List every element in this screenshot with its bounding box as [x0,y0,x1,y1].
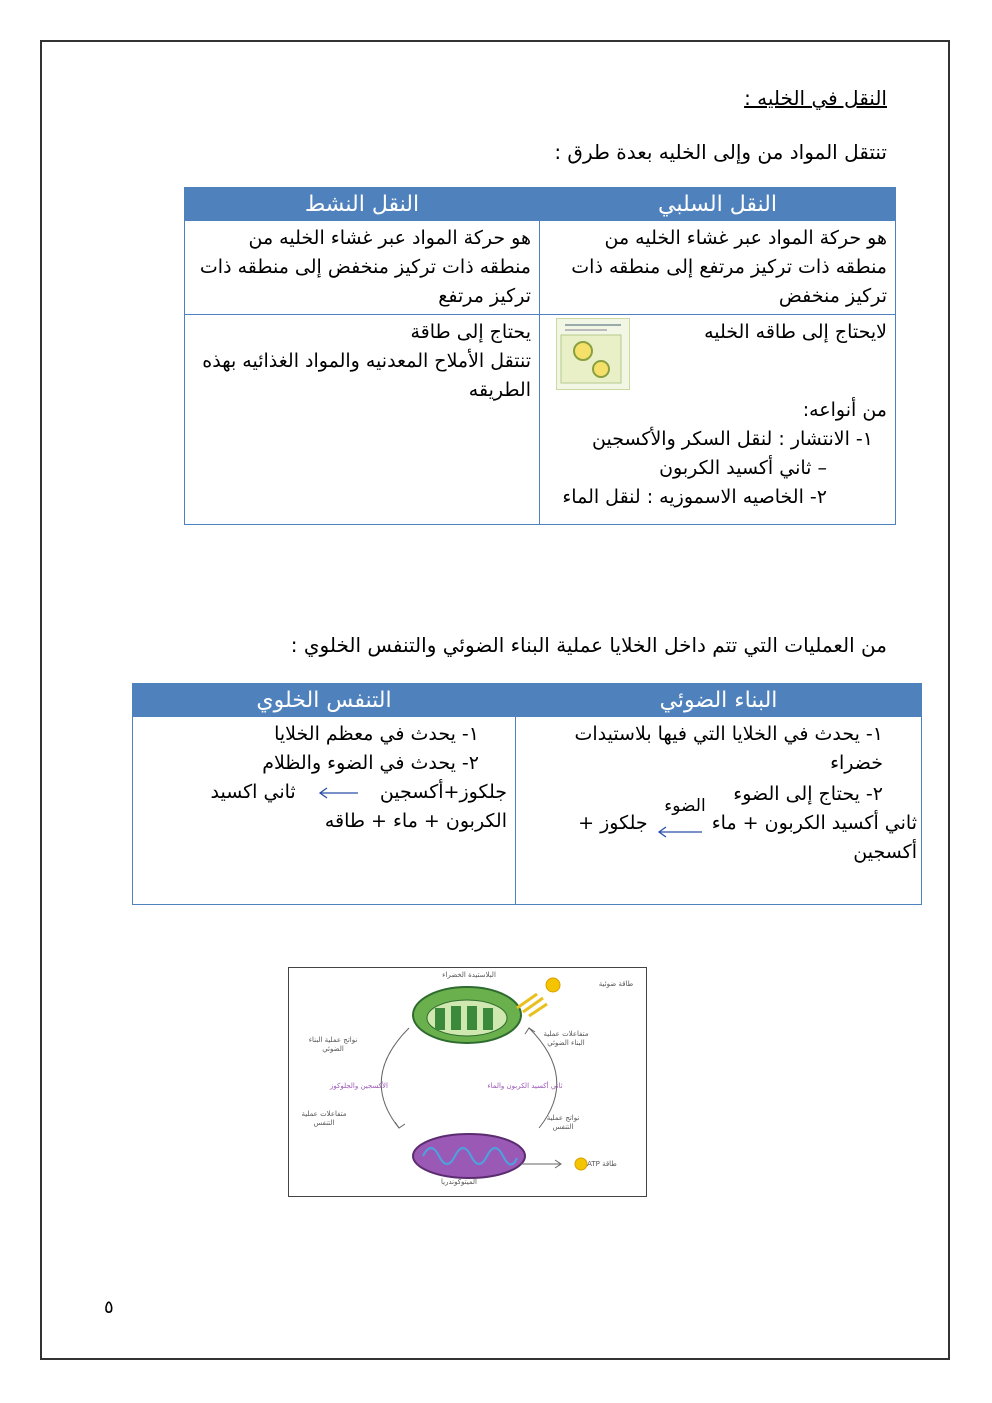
diagram-o2-glucose: الأكسجين والجلوكوز [330,1082,388,1090]
active-note: تنتقل الأملاح المعدنيه والمواد الغذائيه بهذه الطريقه [202,350,531,401]
diagram-atp-energy: ATP طاقة [587,1160,617,1168]
passive-type-diffusion-cont: – ثاني أكسيد الكربون [659,457,827,479]
transport-intro: تنتقل المواد من وإلى الخليه بعدة طرق : [554,140,887,164]
resp-arrow-icon [316,787,360,799]
diagram-solar-energy: طاقة ضوئية [598,980,634,988]
diagram-photo-reactants: متفاعلات عملية البناء الضوئي [543,1030,589,1047]
active-definition: هو حركة المواد عبر غشاء الخليه من منطقه ذات تركيز منخفض إلى منطقه ذات تركيز مرتفع [185,221,540,315]
diagram-resp-products: نواتج عملية التنفس [546,1114,580,1131]
active-energy: يحتاج إلى طاقة [410,321,531,343]
mitochondria-shape [413,1134,525,1178]
col-resp-header: التنفس الخلوي [133,684,516,717]
photo-point-1: ١- يحدث في الخلايا التي فيها بلاستيدات خضراء [574,723,883,774]
photo-eq-end: أكسجين [853,841,917,863]
photosynthesis-cell [516,717,922,905]
col-passive-header: النقل السلبي [540,188,896,221]
resp-eq-products: ثاني اكسيد [210,781,296,803]
passive-energy: لايحتاج إلى طاقه الخليه [704,321,887,343]
active-details [185,315,540,525]
diagram-chloroplast: البلاستيدة الخضراء [442,971,496,979]
transport-table [184,187,896,525]
section-heading: النقل في الخليه : [744,86,887,110]
resp-eq-end: الكربون + ماء + طاقه [324,810,507,832]
passive-type-diffusion: ١- الانتشار : لنقل السكر والأكسجين [592,428,873,450]
light-arrow [654,795,706,834]
energy-cycle-diagram [288,967,647,1197]
photo-point-2: ٢- يحتاج إلى الضوء [733,783,883,805]
passive-type-osmosis: ٢- الخاصيه الاسموزيه : لنقل الماء [562,486,827,508]
col-active-header: النقل النشط [185,188,540,221]
diagram-resp-reactants: متفاعلات عملية التنفس [301,1110,347,1127]
resp-eq-reactants: جلكوز+أكسجين [379,781,507,803]
photo-equation [520,795,917,838]
diagram-mitochondria: الميتوكوندريا [441,1178,477,1186]
page-number: ٥ [104,1297,114,1318]
passive-details [540,315,896,525]
resp-point-1: ١- يحدث في معظم الخلايا [274,723,479,745]
processes-intro: من العمليات التي تتم داخل الخلايا عملية البناء الضوئي والتنفس الخلوي : [290,633,887,657]
photo-eq-products: جلكوز + [578,812,648,834]
passive-types-title: من أنواعه: [802,399,887,421]
passive-definition: هو حركة المواد عبر غشاء الخليه من منطقه ذات تركيز مرتفع إلى منطقه ذات تركيز منخفض [540,221,896,315]
light-label: الضوء [664,795,706,816]
diffusion-image [556,318,630,390]
resp-point-2: ٢- يحدث في الضوء والظلام [262,752,479,774]
respiration-cell [133,717,516,905]
diagram-photo-products: نواتج عملية البناء الضوئي [308,1036,358,1053]
diagram-co2-water: ثاني أكسيد الكربون والماء [487,1082,563,1090]
processes-table [132,683,922,905]
resp-equation [141,778,507,807]
photo-eq-reactants: ثاني أكسيد الكربون + ماء [711,812,917,834]
col-photo-header: البناء الضوئي [516,684,922,717]
